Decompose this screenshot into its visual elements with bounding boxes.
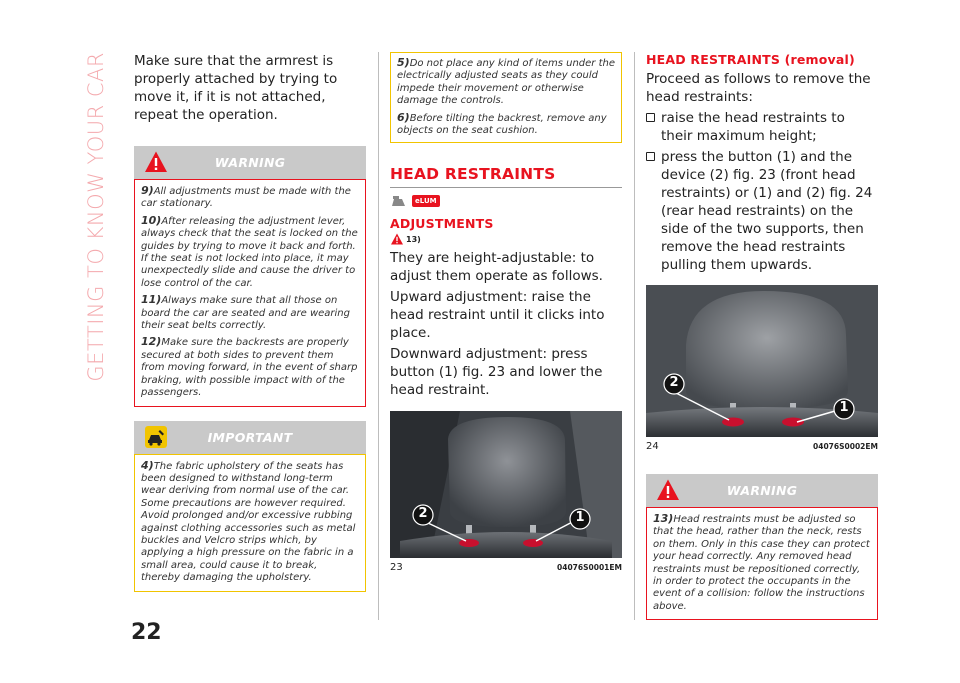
figure-image	[390, 411, 622, 558]
note-4	[141, 460, 359, 585]
warning-callout	[134, 146, 366, 407]
note-6	[397, 112, 615, 138]
note-text: Do not place any kind of items under the electrically adjusted seats as they could impede their movement or otherwise damage the controls.	[397, 58, 615, 107]
note-number: 6)	[397, 110, 410, 124]
column-3	[646, 52, 878, 620]
warning-callout	[646, 474, 878, 620]
downward-paragraph: Downward adjustment: press button (1) fig. 23 and lower the head restraint.	[390, 346, 603, 399]
side-section-title	[82, 52, 110, 472]
note-text: After releasing the adjustment lever, always check that the seat is locked on the guides by trying to move it back and forth. If the seat is not locked into place, it may unexpectedly slide and cause the driver to lose control of the car.	[141, 215, 358, 289]
warning-reference: 13)	[406, 234, 421, 244]
note-number: 11)	[141, 293, 162, 307]
note-text: Always make sure that all those on board the car are seated and are wearing their seat belts correctly.	[141, 295, 350, 332]
figure-23	[390, 411, 622, 573]
note-text: The fabric upholstery of the seats has been designed to withstand long-term wear deriving from normal use of the car. Some precautions are however required. Avoid prolonged and/or excessive rubbing against clothing accessories such as metal buckles and Velcro strips which, by applying a high pressure on the fabric in a small area, could cause it to break, thereby damaging the upholstery.	[141, 460, 356, 584]
note-13	[653, 513, 871, 613]
note-text: All adjustments must be made with the car stationary.	[141, 186, 351, 210]
note-number: 13)	[653, 512, 674, 525]
checkbox-bullet-icon	[646, 113, 655, 122]
seat-icon	[390, 194, 410, 208]
armrest-paragraph: Make sure that the armrest is properly attached by trying to move it, if it is not attached, repeat the operation.	[134, 53, 338, 123]
note-12	[141, 336, 359, 399]
note-number: 10)	[141, 213, 162, 227]
warning-callout-body	[134, 179, 366, 407]
figure-marker-2: 2	[669, 375, 679, 390]
bullet-item	[646, 109, 878, 145]
ref-row	[390, 233, 622, 245]
important-callout-body	[134, 454, 366, 592]
warning-callout-title: WARNING	[726, 483, 798, 498]
important-callout-header	[134, 421, 366, 454]
warning-callout-header	[134, 146, 366, 179]
note-number: 12)	[141, 335, 162, 349]
adjust-paragraph: They are height-adjustable: to adjust them operate as follows.	[390, 250, 603, 285]
column-divider	[378, 52, 379, 620]
warning-callout-body	[646, 507, 878, 620]
note-number: 9)	[141, 184, 154, 197]
bullet-text: raise the head restraints to their maximum height;	[661, 110, 845, 144]
subsection-title-adjustments: ADJUSTMENTS	[390, 216, 494, 232]
warning-triangle-icon	[390, 233, 404, 245]
removal-title: HEAD RESTRAINTS (removal)	[646, 52, 855, 67]
figure-image	[646, 285, 878, 437]
column-1	[134, 52, 366, 592]
figure-marker-1: 1	[575, 510, 585, 526]
warning-triangle-icon	[144, 150, 168, 174]
car-tool-icon	[144, 425, 168, 449]
note-5	[397, 57, 615, 108]
figure-code: 04076S0001EM	[557, 563, 622, 573]
upward-paragraph: Upward adjustment: raise the head restraint until it clicks into place.	[390, 289, 605, 342]
head-restraint-front-illustration	[390, 411, 622, 558]
important-callout-title: IMPORTANT	[207, 429, 293, 445]
figure-number: 24	[646, 441, 659, 452]
note-text: Make sure the backrests are properly secured at both sides to prevent them from moving forward, in the event of sharp braking, with possible impact with of the passengers.	[141, 337, 358, 399]
page-number: 22	[131, 620, 162, 645]
warning-triangle-icon	[656, 478, 680, 502]
note-text: Head restraints must be adjusted so that the head, rather than the neck, rests on them. Only in this case they can protect your head correctly. Any removed head restraints must be repositioned correctly, in order to protect the occupants in the event of a collision: follow the instructions above.	[653, 514, 870, 612]
note-text: Before tilting the backrest, remove any objects on the seat cushion.	[397, 112, 607, 137]
note-number: 4)	[141, 458, 154, 472]
note-number: 5)	[397, 56, 410, 69]
figure-24	[646, 285, 878, 452]
warning-callout-header	[646, 474, 878, 507]
column-2	[390, 52, 622, 573]
warning-callout-title: WARNING	[214, 155, 286, 170]
note-9	[141, 185, 359, 211]
side-section-title-text: GETTING TO KNOW YOUR CAR	[84, 52, 108, 382]
section-title-head-restraints: HEAD RESTRAINTS	[390, 165, 622, 188]
checkbox-bullet-icon	[646, 152, 655, 161]
note-11	[141, 294, 359, 332]
figure-marker-1: 1	[839, 400, 849, 415]
continued-notes-box	[390, 52, 622, 143]
removal-intro: Proceed as follows to remove the head restraints:	[646, 71, 871, 105]
figure-marker-2: 2	[418, 506, 428, 522]
figure-number: 23	[390, 562, 403, 574]
bullet-text: press the button (1) and the device (2) fig. 23 (front head restraints) or (1) and (2) fig. 24 (rear head restraints) on the side of the two supports, then remove the head restraints pulling them upwards.	[661, 149, 873, 273]
bullet-item	[646, 148, 878, 274]
figure-code: 04076S0002EM	[813, 442, 878, 451]
note-10	[141, 215, 359, 290]
important-callout	[134, 421, 366, 592]
elum-badge: eLUM	[412, 195, 440, 207]
elum-badge-row	[390, 194, 622, 208]
column-divider	[634, 52, 635, 620]
